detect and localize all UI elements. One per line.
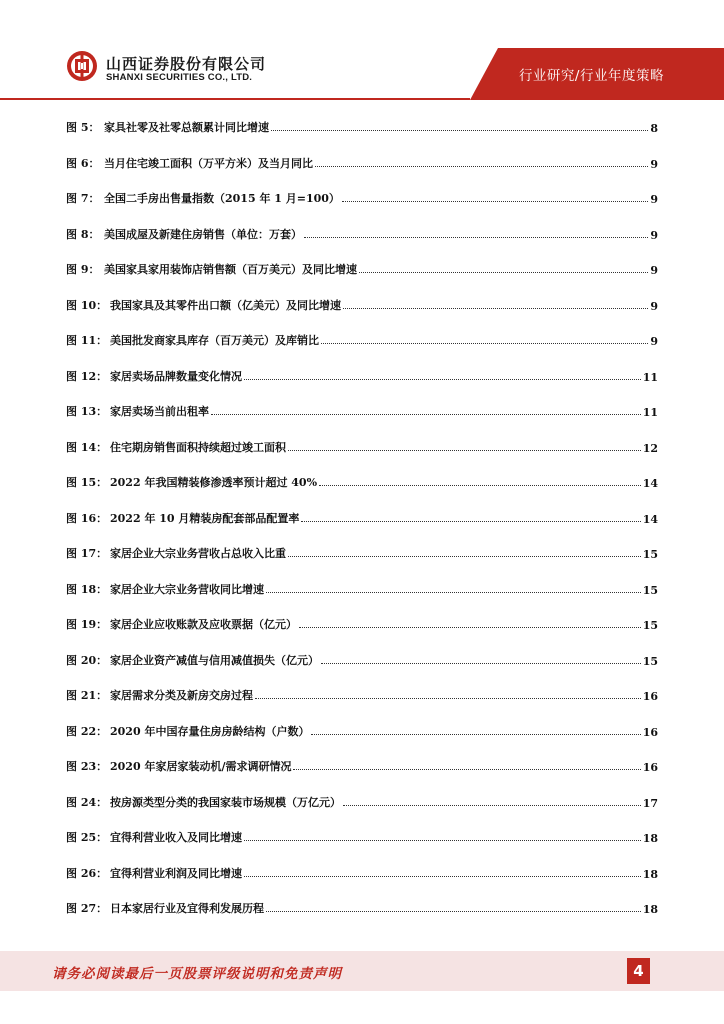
toc-figure-number: 图 14： — [66, 440, 108, 454]
toc-page-number: 15 — [642, 619, 658, 632]
toc-entry[interactable] — [66, 683, 658, 703]
toc-figure-title: 家居需求分类及新房交房过程 — [110, 689, 253, 702]
toc-page-number: 11 — [642, 406, 658, 419]
toc-page-number: 18 — [642, 832, 658, 845]
toc-entry[interactable] — [66, 186, 658, 206]
toc-figure-number: 图 20： — [66, 653, 108, 667]
toc-page-number: 14 — [642, 477, 658, 490]
toc-leader-dots — [319, 484, 641, 486]
toc-figure-number: 图 12： — [66, 369, 108, 383]
toc-entry[interactable] — [66, 754, 658, 774]
toc-page-number: 15 — [642, 654, 658, 668]
toc-figure-title: 2022 年 10 月精装房配套部品配置率 — [110, 511, 300, 525]
toc-entry[interactable] — [66, 825, 658, 845]
toc-figure-title: 家居企业大宗业务营收占总收入比重 — [110, 547, 286, 560]
toc-figure-title: 家居企业应收账款及应收票据（亿元） — [110, 618, 297, 631]
toc-figure-number: 图 8： — [66, 227, 100, 241]
toc-figure-number: 图 17： — [66, 547, 108, 560]
toc-entry[interactable] — [66, 719, 658, 739]
toc-leader-dots — [266, 591, 641, 593]
page-header — [0, 0, 724, 100]
toc-page-number: 18 — [642, 867, 658, 881]
company-logo-icon — [66, 50, 98, 82]
toc-page-number: 8 — [650, 122, 658, 135]
toc-leader-dots — [321, 342, 648, 344]
toc-entry[interactable] — [66, 577, 658, 597]
toc-figure-number: 图 6： — [66, 156, 100, 170]
toc-figure-number: 图 16： — [66, 511, 108, 525]
toc-figure-title: 美国家具家用装饰店销售额（百万美元）及同比增速 — [104, 263, 357, 276]
toc-figure-title: 2020 年家居家装动机/需求调研情况 — [110, 760, 292, 773]
toc-figure-title: 家居卖场品牌数量变化情况 — [110, 369, 242, 383]
toc-page-number: 18 — [642, 903, 658, 916]
toc-figure-number: 图 21： — [66, 689, 108, 702]
toc-figure-number: 图 10： — [66, 298, 108, 312]
toc-leader-dots — [299, 626, 641, 628]
toc-figure-title: 家居企业大宗业务营收同比增速 — [110, 582, 264, 596]
toc-figure-title: 日本家居行业及宜得利发展历程 — [110, 902, 264, 915]
toc-entry[interactable] — [66, 364, 658, 384]
toc-figure-title: 宜得利营业利润及同比增速 — [110, 866, 242, 880]
toc-leader-dots — [315, 165, 648, 167]
toc-entry[interactable] — [66, 328, 658, 348]
toc-figure-number: 图 9： — [66, 263, 100, 276]
toc-entry[interactable] — [66, 115, 658, 135]
toc-page-number: 16 — [642, 725, 658, 739]
company-name-en: SHANXI SECURITIES CO., LTD. — [106, 72, 253, 83]
toc-figure-number: 图 13： — [66, 405, 108, 418]
toc-entry[interactable] — [66, 151, 658, 171]
toc-page-number: 16 — [642, 761, 658, 774]
toc-figure-number: 图 22： — [66, 724, 108, 738]
toc-figure-title: 家具社零及社零总额累计同比增速 — [104, 121, 269, 134]
toc-page-number: 17 — [642, 796, 658, 810]
toc-leader-dots — [311, 733, 640, 735]
company-name-cn: 山西证券股份有限公司 — [106, 55, 267, 73]
toc-figure-title: 家居卖场当前出租率 — [110, 405, 209, 418]
toc-figure-title: 全国二手房出售量指数（2015 年 1 月=100） — [104, 192, 340, 205]
toc-figure-number: 图 26： — [66, 866, 108, 880]
toc-entry[interactable] — [66, 257, 658, 277]
toc-entry[interactable] — [66, 506, 658, 526]
toc-page-number: 9 — [650, 264, 658, 277]
toc-entry[interactable] — [66, 612, 658, 632]
toc-page-number: 9 — [650, 335, 658, 348]
toc-figure-title: 2020 年中国存量住房房龄结构（户数） — [110, 724, 310, 738]
toc-leader-dots — [288, 449, 641, 451]
toc-page-number: 9 — [650, 299, 658, 313]
toc-leader-dots — [271, 129, 648, 131]
toc-figure-number: 图 18： — [66, 582, 108, 596]
toc-page-number: 11 — [642, 370, 658, 384]
toc-leader-dots — [304, 236, 648, 238]
toc-page-number: 15 — [642, 548, 658, 561]
toc-page-number: 12 — [642, 441, 658, 455]
toc-figure-number: 图 23： — [66, 760, 108, 773]
toc-entry[interactable] — [66, 470, 658, 490]
toc-page-number: 9 — [650, 157, 658, 171]
toc-entry[interactable] — [66, 648, 658, 668]
toc-leader-dots — [244, 839, 641, 841]
toc-page-number: 15 — [642, 583, 658, 597]
report-section-label: 行业研究/行业年度策略 — [518, 68, 664, 84]
toc-leader-dots — [244, 875, 641, 877]
toc-entry[interactable] — [66, 790, 658, 810]
toc-entry[interactable] — [66, 293, 658, 313]
toc-leader-dots — [211, 413, 641, 415]
toc-figure-title: 宜得利营业收入及同比增速 — [110, 831, 242, 844]
toc-figure-title: 美国成屋及新建住房销售（单位：万套） — [104, 227, 302, 241]
toc-figure-title: 按房源类型分类的我国家装市场规模（万亿元） — [110, 795, 341, 809]
toc-figure-title: 美国批发商家具库存（百万美元）及库销比 — [110, 334, 319, 347]
toc-leader-dots — [342, 200, 648, 202]
toc-figure-title: 家居企业资产减值与信用减值损失（亿元） — [110, 653, 319, 667]
toc-leader-dots — [301, 520, 640, 522]
toc-figure-number: 图 27： — [66, 902, 108, 915]
toc-figure-title: 当月住宅竣工面积（万平方米）及当月同比 — [104, 156, 313, 170]
toc-leader-dots — [266, 910, 641, 912]
toc-figure-number: 图 11： — [66, 334, 108, 347]
toc-leader-dots — [343, 307, 648, 309]
toc-leader-dots — [255, 697, 641, 699]
toc-figure-title: 2022 年我国精装修渗透率预计超过 40% — [110, 476, 318, 489]
toc-leader-dots — [288, 555, 641, 557]
toc-figure-number: 图 5： — [66, 121, 100, 134]
toc-entry[interactable] — [66, 896, 658, 916]
toc-page-number: 16 — [642, 690, 658, 703]
toc-figure-number: 图 15： — [66, 476, 108, 489]
toc-leader-dots — [359, 271, 648, 273]
toc-leader-dots — [244, 378, 641, 380]
toc-figure-number: 图 19： — [66, 618, 108, 631]
toc-leader-dots — [293, 768, 640, 770]
toc-figure-number: 图 7： — [66, 192, 100, 205]
toc-leader-dots — [321, 662, 641, 664]
toc-page-number: 14 — [642, 512, 658, 526]
toc-entry[interactable] — [66, 541, 658, 561]
toc-figure-number: 图 25： — [66, 831, 108, 844]
toc-entry[interactable] — [66, 435, 658, 455]
toc-figure-title: 我国家具及其零件出口额（亿美元）及同比增速 — [110, 298, 341, 312]
toc-figure-title: 住宅期房销售面积持续超过竣工面积 — [110, 440, 286, 454]
toc-page-number: 9 — [650, 228, 658, 242]
toc-figure-number: 图 24： — [66, 795, 108, 809]
toc-page-number: 9 — [650, 193, 658, 206]
page-number: 4 — [627, 958, 650, 984]
toc-entry[interactable] — [66, 861, 658, 881]
toc-leader-dots — [343, 804, 641, 806]
disclaimer-notice: 请务必阅读最后一页股票评级说明和免责声明 — [52, 966, 342, 982]
toc-entry[interactable] — [66, 222, 658, 242]
toc-entry[interactable] — [66, 399, 658, 419]
